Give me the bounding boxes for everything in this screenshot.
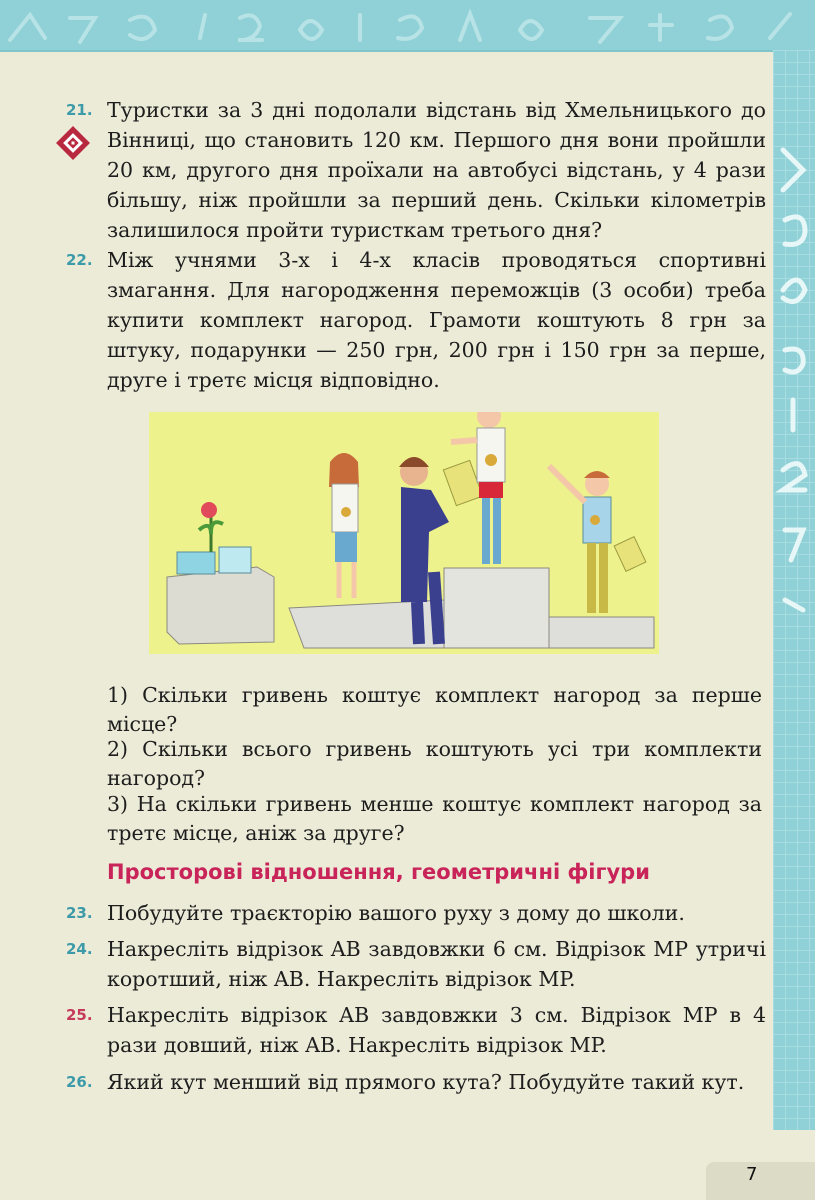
task-number: 23.	[66, 904, 93, 922]
task-text: Який кут менший від прямого кута? Побудуйте такий кут.	[107, 1070, 745, 1094]
task-number: 22.	[66, 251, 93, 269]
task-23	[66, 898, 766, 928]
award-ceremony-illustration	[149, 412, 659, 654]
subquestion-2: 2) Скільки всього гривень коштують усі три комплекти нагород?	[107, 737, 762, 790]
task-number: 26.	[66, 1073, 93, 1091]
task-text: Накресліть відрізок AB завдовжки 6 см. Відрізок MP утричі коротший, ніж AB. Накресліть відрізок MP.	[107, 937, 766, 991]
task-number: 25.	[66, 1006, 93, 1024]
top-decorative-band	[0, 0, 815, 52]
task-number: 21.	[66, 101, 93, 119]
task-24	[66, 934, 766, 994]
page-number: 7	[746, 1164, 758, 1185]
task-26	[66, 1067, 766, 1097]
task-text: Туристки за 3 дні подолали відстань від Хмельницького до Вінниці, що становить 120 км. Першого дня вони пройшли 20 км, другого дня проїхали на автобусі відстань, у 4 рази більшу, ніж пройшли за перший день. Скільки кілометрів залишилося пройти туристкам третього дня?	[107, 98, 766, 242]
subquestion-3: 3) На скільки гривень менше коштує комплект нагород за третє місце, аніж за друге?	[107, 792, 762, 845]
handwritten-numbers-decoration	[0, 0, 815, 50]
section-title: Просторові відношення, геометричні фігури	[107, 860, 650, 884]
task-text: Побудуйте траєкторію вашого руху з дому до школи.	[107, 901, 685, 925]
task-text: Між учнями 3-х і 4-х класів проводяться спортивні змагання. Для нагородження переможців (3 особи) треба купити комплект нагород. Грамоти коштують 8 грн за штуку, подарунки — 250 грн, 200 грн і 150 грн за перше, друге і третє місця відповідно.	[107, 248, 766, 392]
page-number-tab	[706, 1162, 815, 1200]
task-21	[66, 95, 766, 245]
subquestion-1: 1) Скільки гривень коштує комплект нагород за перше місце?	[107, 683, 762, 736]
task-25	[66, 1000, 766, 1060]
side-decorative-band	[773, 50, 815, 1130]
task-number: 24.	[66, 940, 93, 958]
task-text: Накресліть відрізок AB завдовжки 3 см. Відрізок MP в 4 рази довший, ніж AB. Накресліть відрізок MP.	[107, 1003, 766, 1057]
task-22	[66, 245, 766, 395]
handwritten-digits-decoration	[773, 50, 815, 1130]
